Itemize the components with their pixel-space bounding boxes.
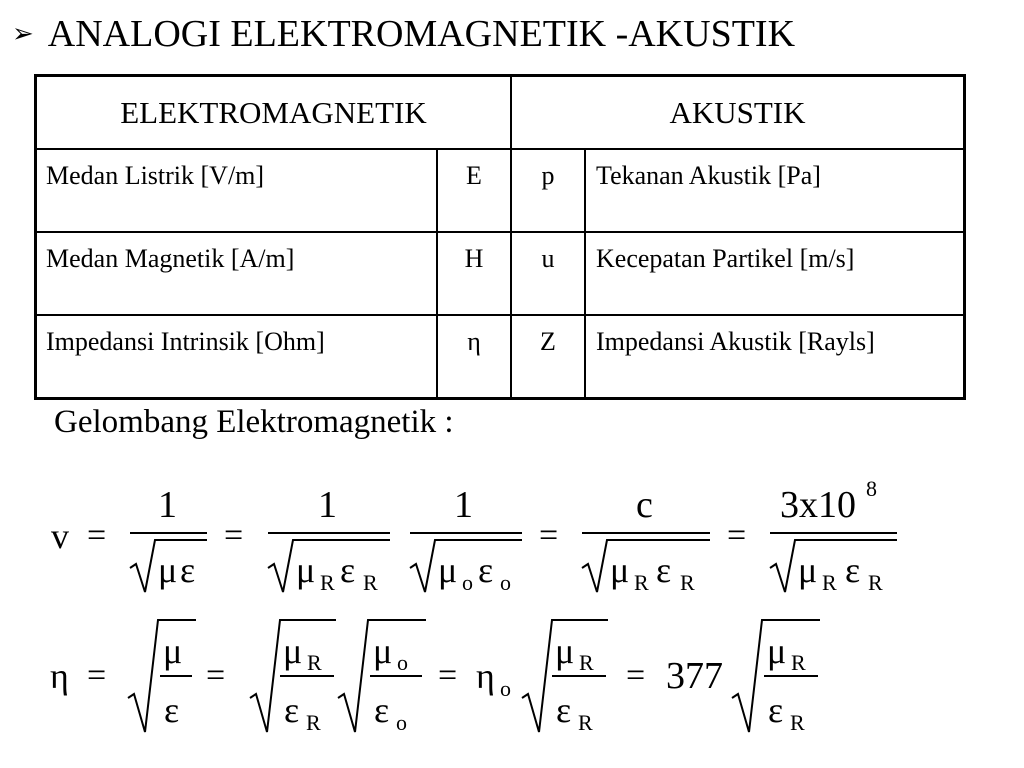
table-row — [36, 149, 965, 232]
table-row — [36, 232, 965, 315]
equals-sign: = — [438, 657, 458, 694]
subscript-r: R — [634, 570, 649, 595]
numerator-one: 1 — [318, 484, 337, 526]
ac-quantity-cell: Kecepatan Partikel [m/s] — [585, 232, 965, 315]
mu-symbol: μ — [438, 550, 458, 590]
velocity-equation — [130, 533, 897, 592]
epsilon-symbol: ε — [180, 550, 196, 590]
numerator-one: 1 — [454, 484, 473, 526]
arrow-bullet-icon: ➢ — [12, 19, 34, 48]
ac-symbol-cell: u — [511, 232, 585, 315]
v-symbol: v — [51, 516, 69, 556]
header-akustik: AKUSTIK — [511, 76, 965, 150]
ac-symbol-cell: p — [511, 149, 585, 232]
exponent-eight: 8 — [866, 476, 877, 501]
epsilon-symbol: ε — [164, 690, 180, 730]
epsilon-symbol: ε — [768, 690, 784, 730]
epsilon-symbol: ε — [556, 690, 572, 730]
em-quantity-cell: Impedansi Intrinsik [Ohm] — [36, 315, 438, 399]
subscript-r: R — [822, 570, 837, 595]
mu-symbol: μ — [610, 550, 630, 590]
epsilon-symbol: ε — [374, 690, 390, 730]
epsilon-symbol: ε — [478, 550, 494, 590]
em-quantity-cell: Medan Magnetik [A/m] — [36, 232, 438, 315]
numerator-one: 1 — [158, 484, 177, 526]
subscript-r: R — [320, 570, 335, 595]
subscript-r: R — [579, 650, 594, 675]
mu-symbol: μ — [798, 550, 818, 590]
ac-quantity-cell: Impedansi Akustik [Rayls] — [585, 315, 965, 399]
equals-sign: = — [206, 657, 226, 694]
table-row — [36, 315, 965, 399]
table-header-row — [36, 76, 965, 150]
epsilon-symbol: ε — [340, 550, 356, 590]
three-x-ten: 3x10 — [780, 484, 856, 526]
mu-symbol: μ — [163, 631, 183, 671]
subscript-r: R — [306, 710, 321, 735]
mu-symbol: μ — [373, 631, 393, 671]
subscript-r: R — [578, 710, 593, 735]
subscript-r: R — [868, 570, 883, 595]
em-symbol-cell: η — [437, 315, 511, 399]
analogy-table — [34, 74, 966, 400]
section-subtitle: Gelombang Elektromagnetik : — [54, 404, 454, 440]
em-symbol-cell: H — [437, 232, 511, 315]
mu-symbol: μ — [158, 550, 178, 590]
header-elektromagnetik: ELEKTROMAGNETIK — [36, 76, 512, 150]
epsilon-symbol: ε — [656, 550, 672, 590]
eta-symbol: η — [50, 656, 69, 696]
subscript-o: o — [397, 650, 408, 675]
mu-symbol: μ — [283, 631, 303, 671]
equals-sign: = — [224, 517, 244, 554]
equals-sign: = — [626, 657, 646, 694]
equals-sign: = — [727, 517, 747, 554]
subscript-r: R — [791, 650, 806, 675]
ac-symbol-cell: Z — [511, 315, 585, 399]
em-symbol-cell: E — [437, 149, 511, 232]
number-377: 377 — [666, 655, 723, 697]
subscript-r: R — [790, 710, 805, 735]
eta-zero-symbol: η — [476, 656, 495, 696]
mu-symbol: μ — [555, 631, 575, 671]
slide-title-text: ANALOGI ELEKTROMAGNETIK -AKUSTIK — [47, 13, 796, 55]
subscript-o: o — [396, 710, 407, 735]
epsilon-symbol: ε — [845, 550, 861, 590]
equals-sign: = — [87, 657, 107, 694]
equals-sign: = — [87, 517, 107, 554]
em-quantity-cell: Medan Listrik [V/m] — [36, 149, 438, 232]
subscript-r: R — [307, 650, 322, 675]
subscript-r: R — [363, 570, 378, 595]
ac-quantity-cell: Tekanan Akustik [Pa] — [585, 149, 965, 232]
subscript-o: o — [462, 570, 473, 595]
subscript-r: R — [680, 570, 695, 595]
mu-symbol: μ — [296, 550, 316, 590]
speed-of-light-c: c — [636, 484, 653, 526]
subscript-o: o — [500, 676, 511, 701]
equals-sign: = — [539, 517, 559, 554]
subscript-o: o — [500, 570, 511, 595]
mu-symbol: μ — [767, 631, 787, 671]
slide-title — [12, 10, 795, 58]
epsilon-symbol: ε — [284, 690, 300, 730]
equations-figure — [0, 460, 1024, 760]
